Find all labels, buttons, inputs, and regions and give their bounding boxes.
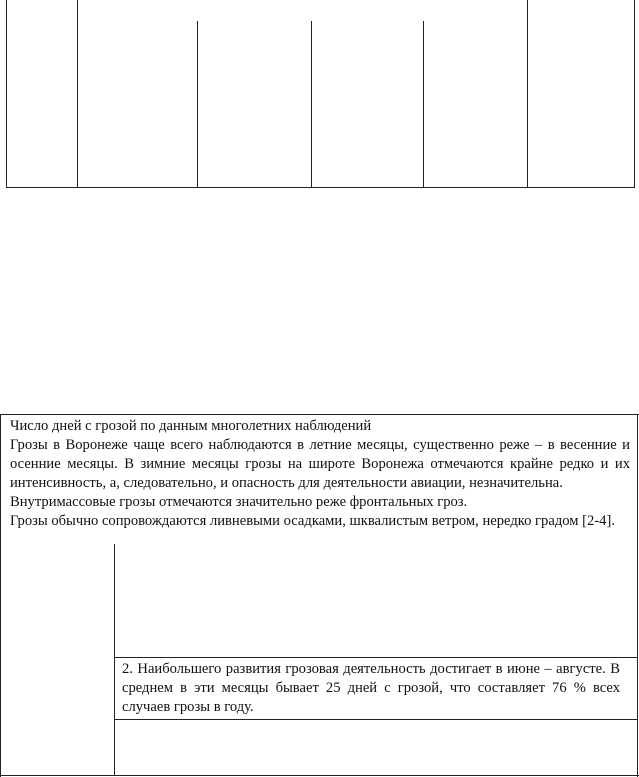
inner-table-row-divider <box>114 657 638 658</box>
table-col-divider <box>311 21 312 188</box>
paragraph: Грозы в Воронеже чаще всего наблюдаются в летние месяцы, существенно реже – в весенние и осенние месяцы. В зимние месяцы грозы на широте Воронежа отмечаются крайне редко и их интенсивность, а, следовательно, и опасность для деятельности авиации, незначительна. <box>10 437 630 491</box>
table-col-divider <box>197 21 198 188</box>
table-cell-text: 2. Наибольшего развития грозовая деятельность достигает в июне – августе. В среднем в эти месяцы бывает 25 дней с грозой, что составляет 76 % всех случаев грозы в году. <box>122 661 620 715</box>
table-col-divider <box>77 0 78 188</box>
inner-table-left <box>114 544 115 776</box>
table-border-right <box>634 0 635 188</box>
block-border-left <box>0 414 1 777</box>
heading-line: Число дней с грозой по данным многолетних наблюдений <box>10 418 372 434</box>
text-area <box>10 417 630 531</box>
block-border-bottom <box>0 775 639 776</box>
table-border-bottom <box>6 187 635 188</box>
block-border-right <box>637 414 638 777</box>
table-col-divider <box>423 21 424 188</box>
inner-table-row-divider <box>114 719 638 720</box>
paragraph: Грозы обычно сопровождаются ливневыми осадками, шквалистым ветром, нередко градом [2-4]. <box>10 513 615 529</box>
table-col-divider <box>527 0 528 188</box>
table-border-left <box>6 0 7 188</box>
paragraph: Внутримассовые грозы отмечаются значительно реже фронтальных гроз. <box>10 494 468 510</box>
block-border-top <box>0 414 639 415</box>
